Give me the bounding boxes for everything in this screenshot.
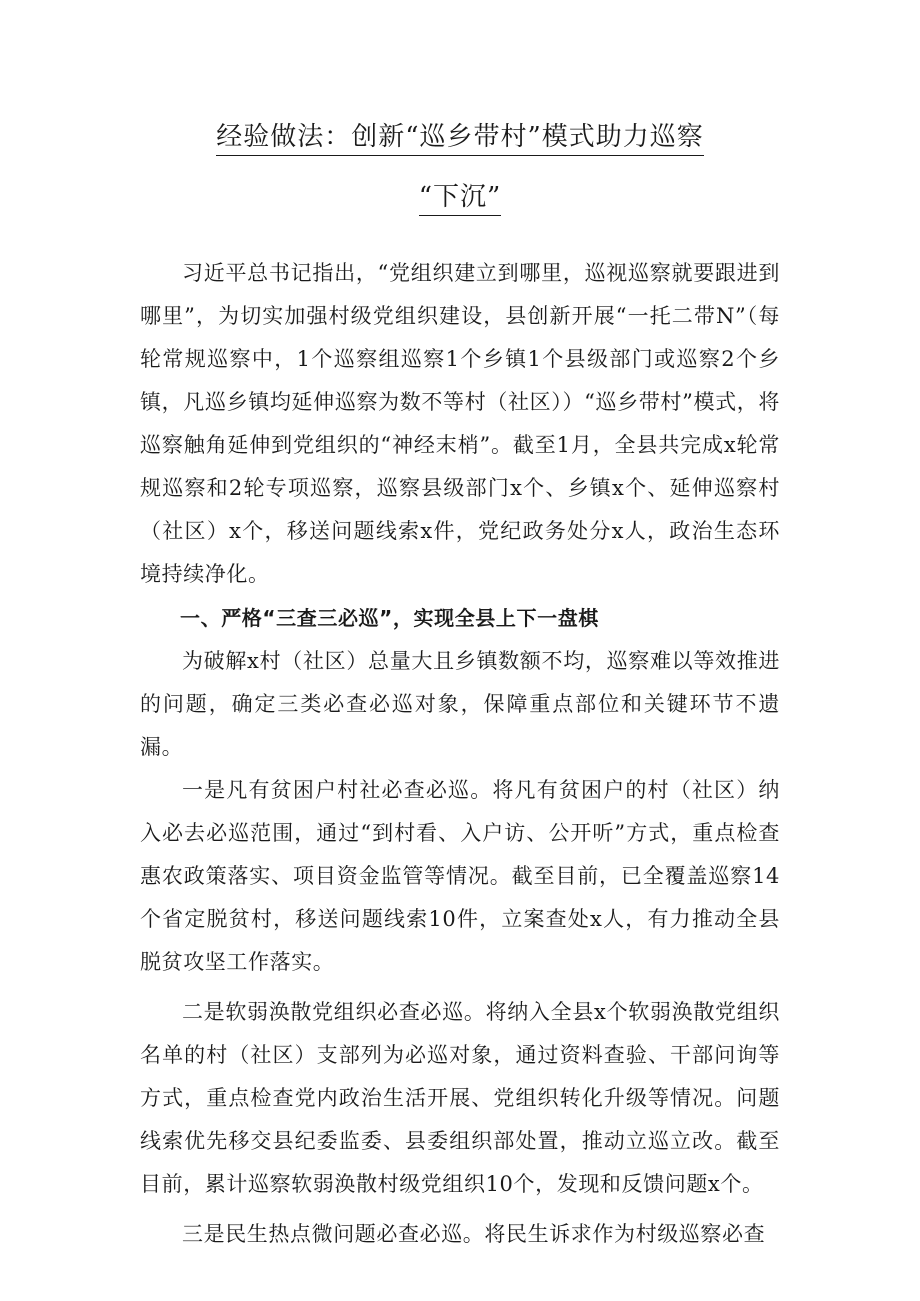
paragraph-gap (140, 1206, 780, 1213)
title-line-2-text: “下沉” (419, 182, 502, 216)
title-line-1-text: 经验做法：创新“巡乡带村”模式助力巡察 (216, 122, 704, 156)
paragraph-point-1: 一是凡有贫困户村社必查必巡。将凡有贫困户的村（社区）纳入必去必巡范围，通过“到村看、入户访、公开听”方式，重点检查惠农政策落实、项目资金监管等情况。截至目前，已全覆盖巡察14个省定脱贫村，移送问题线索10件，立案查处x人，有力推动全县脱贫攻坚工作落实。 (140, 778, 780, 974)
document-body (140, 252, 780, 1256)
paragraph-point-3: 三是民生热点微问题必查必巡。将民生诉求作为村级巡察必查 (182, 1222, 766, 1246)
document-title-line-1 (140, 116, 780, 153)
paragraph-section-intro: 为破解x村（社区）总量大且乡镇数额不均，巡察难以等效推进的问题，确定三类必查必巡对象，保障重点部位和关键环节不遗漏。 (140, 649, 780, 759)
paragraph-gap (140, 984, 780, 991)
paragraph-point-2: 二是软弱涣散党组织必查必巡。将纳入全县x个软弱涣散党组织名单的村（社区）支部列为必巡对象，通过资料查验、干部问询等方式，重点检查党内政治生活开展、党组织转化升级等情况。问题线索优先移交县纪委监委、县委组织部处置，推动立巡立改。截至目前，累计巡察软弱涣散村级党组织10个，发现和反馈问题x个。 (140, 1000, 780, 1196)
paragraph-intro: 习近平总书记指出，“党组织建立到哪里，巡视巡察就要跟进到哪里”，为切实加强村级党组织建设，县创新开展“一托二带N”（每轮常规巡察中，1个巡察组巡察1个乡镇1个县级部门或巡察2个乡镇，凡巡乡镇均延伸巡察为数不等村（社区））“巡乡带村”模式，将巡察触角延伸到党组织的“神经末梢”。截至1月，全县共完成x轮常规巡察和2轮专项巡察，巡察县级部门x个、乡镇x个、延伸巡察村（社区）x个，移送问题线索x件，党纪政务处分x人，政治生态环境持续净化。 (140, 261, 780, 586)
document-title-line-2 (140, 176, 780, 213)
section-heading-1: 一、严格“三查三必巡”，实现全县上下一盘棋 (180, 606, 599, 630)
